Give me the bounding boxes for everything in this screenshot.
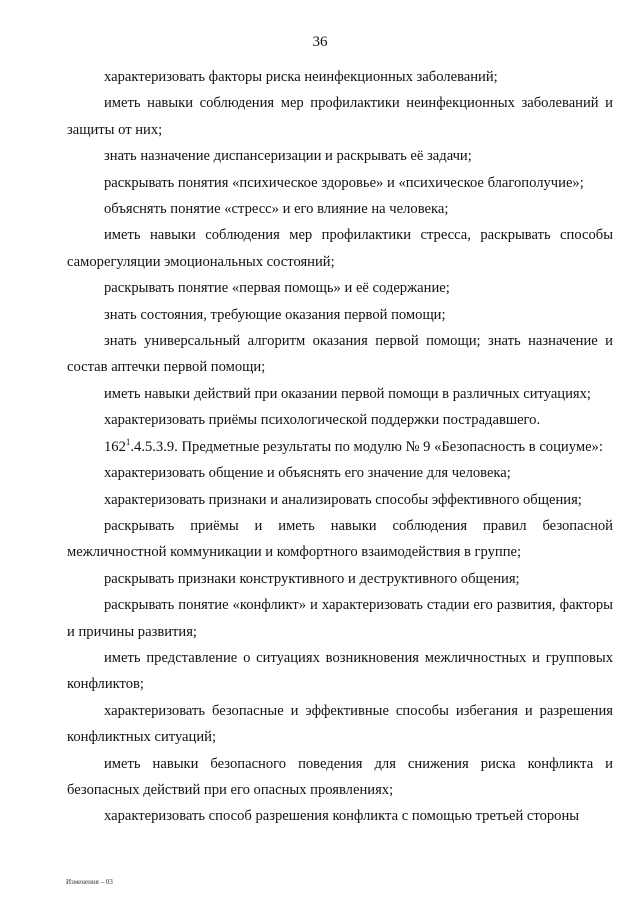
section-number-main: 162 bbox=[104, 438, 126, 455]
paragraph-5: объяснять понятие «стресс» и его влияние на человека; bbox=[104, 201, 449, 218]
paragraph-19: характеризовать безопасные и эффективные способы избегания и разрешения конфликтных ситуаций; bbox=[67, 702, 613, 746]
paragraph-2: иметь навыки соблюдения мер профилактики неинфекционных заболеваний и защиты от них; bbox=[67, 95, 613, 138]
paragraph-13: характеризовать общение и объяснять его значение для человека; bbox=[104, 465, 511, 482]
paragraph-18: иметь представление о ситуациях возникновения межличностных и групповых конфликтов; bbox=[67, 649, 613, 693]
footer-note: Изменения – 03 bbox=[66, 878, 113, 886]
section-number-rest: .4.5.3.9. bbox=[130, 438, 178, 455]
paragraph-17: раскрывать понятие «конфликт» и характеризовать стадии его развития, факторы и причины развития; bbox=[67, 597, 613, 640]
paragraph-15: раскрывать приёмы и иметь навыки соблюдения правил безопасной межличностной коммуникации и комфортного взаимодействия в группе; bbox=[67, 517, 613, 561]
page-number: 36 bbox=[312, 34, 328, 50]
section-number-sup: 1 bbox=[125, 436, 131, 447]
section-heading-text: Предметные результаты по модулю № 9 «Безопасность в социуме»: bbox=[177, 438, 603, 455]
paragraph-21: характеризовать способ разрешения конфликта с помощью третьей стороны bbox=[104, 808, 580, 825]
paragraph-4: раскрывать понятия «психическое здоровье» и «психическое благополучие»; bbox=[104, 174, 584, 191]
paragraph-9: знать универсальный алгоритм оказания первой помощи; знать назначение и состав аптечки первой помощи; bbox=[67, 333, 613, 376]
paragraph-20: иметь навыки безопасного поведения для снижения риска конфликта и безопасных действий при его опасных проявлениях; bbox=[67, 755, 613, 798]
paragraph-8: знать состояния, требующие оказания первой помощи; bbox=[104, 306, 446, 323]
paragraph-10: иметь навыки действий при оказании первой помощи в различных ситуациях; bbox=[104, 385, 591, 402]
paragraph-6: иметь навыки соблюдения мер профилактики стресса, раскрывать способы саморегуляции эмоциональных состояний; bbox=[67, 227, 613, 270]
paragraph-3: знать назначение диспансеризации и раскрывать её задачи; bbox=[104, 148, 472, 165]
paragraph-1: характеризовать факторы риска неинфекционных заболеваний; bbox=[104, 69, 498, 85]
paragraph-11: характеризовать приёмы психологической поддержки пострадавшего. bbox=[104, 412, 541, 429]
paragraph-16: раскрывать признаки конструктивного и деструктивного общения; bbox=[104, 570, 520, 587]
body-text bbox=[67, 64, 613, 830]
paragraph-14: характеризовать признаки и анализировать способы эффективного общения; bbox=[104, 491, 582, 508]
section-heading bbox=[67, 434, 613, 460]
paragraph-7: раскрывать понятие «первая помощь» и её содержание; bbox=[104, 280, 450, 297]
